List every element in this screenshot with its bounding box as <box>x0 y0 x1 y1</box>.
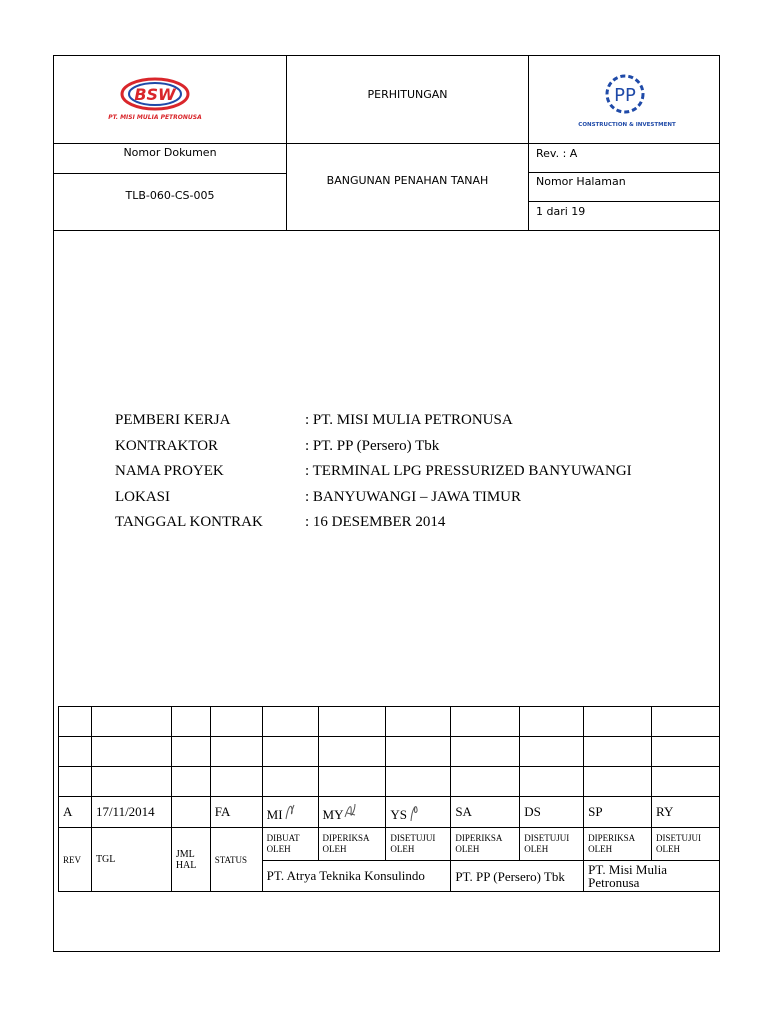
checked-by-3-cell: SP <box>584 797 652 828</box>
page-number-label: Nomor Halaman <box>536 175 626 188</box>
rev-header: REV <box>59 828 92 892</box>
pages-header: JML HAL <box>171 828 210 892</box>
checked-by-2-cell: SA <box>451 797 520 828</box>
rev-cell: A <box>59 797 92 828</box>
info-value-contractor: : PT. PP (Persero) Tbk <box>305 438 440 454</box>
info-label-project: NAMA PROYEK <box>115 463 224 479</box>
revision-row-empty <box>59 737 720 767</box>
revision-header-row <box>59 828 720 861</box>
info-label-location: LOKASI <box>115 489 170 505</box>
revision-table <box>58 706 720 892</box>
approved-by-3-cell: RY <box>652 797 720 828</box>
bsw-tagline: PT. MISI MULIA PETRONUSA <box>108 114 202 121</box>
approved-by-3-header: DISETUJUI OLEH <box>652 828 720 861</box>
approved-by-header: DISETUJUI OLEH <box>386 828 451 861</box>
approved-by-2-header: DISETUJUI OLEH <box>520 828 584 861</box>
info-value-project: : TERMINAL LPG PRESSURIZED BANYUWANGI <box>305 463 632 479</box>
subject-cell <box>286 143 529 231</box>
status-header: STATUS <box>210 828 262 892</box>
date-cell: 17/11/2014 <box>91 797 171 828</box>
status-cell: FA <box>210 797 262 828</box>
doc-number-cell <box>53 173 287 231</box>
owner-company: PT. Misi Mulia Petronusa <box>584 861 720 892</box>
page-number: 1 dari 19 <box>536 205 586 218</box>
made-by-cell: MI <box>262 797 318 828</box>
bsw-logo <box>85 72 225 132</box>
doc-number: TLB-060-CS-005 <box>125 189 215 202</box>
document-title: PERHITUNGAN <box>367 88 448 101</box>
info-value-contract-date: : 16 DESEMBER 2014 <box>305 514 446 530</box>
pages-cell <box>171 797 210 828</box>
revision-row-empty <box>59 767 720 797</box>
revision-row-empty <box>59 707 720 737</box>
doc-number-label: Nomor Dokumen <box>123 146 217 159</box>
consultant-company: PT. Atrya Teknika Konsulindo <box>262 861 451 892</box>
revision: Rev. : A <box>536 147 578 160</box>
signature-my <box>343 801 357 823</box>
info-label-contractor: KONTRAKTOR <box>115 438 219 454</box>
checked-by-2-header: DIPERIKSA OLEH <box>451 828 520 861</box>
contractor-company: PT. PP (Persero) Tbk <box>451 861 584 892</box>
approved-by-2-cell: DS <box>520 797 584 828</box>
info-value-location: : BANYUWANGI – JAWA TIMUR <box>305 489 522 505</box>
info-value-employer: : PT. MISI MULIA PETRONUSA <box>305 412 513 428</box>
info-label-contract-date: TANGGAL KONTRAK <box>115 514 263 530</box>
pp-tagline: CONSTRUCTION & INVESTMENT <box>578 122 676 128</box>
signature-mi <box>283 801 297 823</box>
made-by-header: DIBUAT OLEH <box>262 828 318 861</box>
svg-text:PP: PP <box>614 85 636 106</box>
pp-logo <box>572 72 682 132</box>
info-label-employer: PEMBERI KERJA <box>115 412 231 428</box>
checked-by-3-header: DIPERIKSA OLEH <box>584 828 652 861</box>
date-header: TGL <box>91 828 171 892</box>
signature-ys <box>407 801 421 823</box>
checked-by-cell: MY <box>318 797 386 828</box>
subject: BANGUNAN PENAHAN TANAH <box>326 174 489 187</box>
approved-by-cell: YS <box>386 797 451 828</box>
revision-row-a <box>59 797 720 828</box>
checked-by-header: DIPERIKSA OLEH <box>318 828 386 861</box>
svg-text:BSW: BSW <box>134 85 176 104</box>
